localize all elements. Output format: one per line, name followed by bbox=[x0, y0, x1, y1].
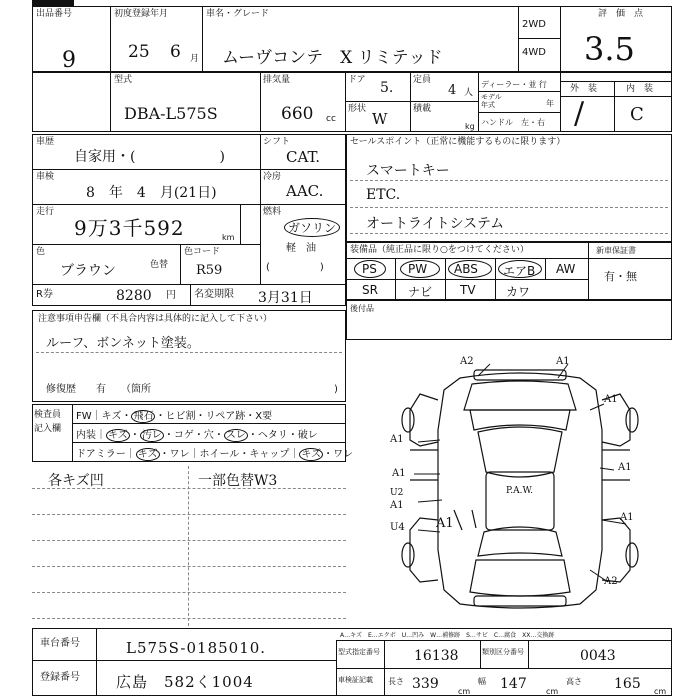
month-unit: 月 bbox=[190, 54, 200, 64]
inspector-row-3: ドアミラー｜ キズ ・ワレ｜ホイール・キャップ｜ キズ ・ワレ bbox=[76, 449, 354, 460]
equip-sr: SR bbox=[362, 283, 378, 297]
inspection-label: 車検 bbox=[36, 172, 55, 182]
book-label: 新車保証書 bbox=[596, 246, 636, 255]
mark-paw: P.A.W. bbox=[506, 486, 533, 496]
shape-label: 形状 bbox=[348, 104, 367, 114]
inspector-row-2: 内装｜ キズ ・ 汚レ ・コゲ・穴・ スレ ・ヘタリ・破レ bbox=[76, 430, 318, 441]
height-label: 高さ bbox=[566, 677, 582, 686]
retrofit-label: 後付品 bbox=[350, 304, 374, 313]
mark-a1-right-2: A1 bbox=[618, 462, 632, 473]
insp-int-dirt: 汚レ bbox=[141, 430, 162, 441]
dealer-label: ディーラー・並 行 bbox=[481, 80, 547, 89]
notes: ルーフ、ボンネット塗装。 bbox=[46, 336, 200, 351]
drive-4wd: 4WD bbox=[522, 47, 546, 58]
fuel: ガソリン bbox=[284, 218, 340, 237]
mark-a2-bottom: A2 bbox=[604, 576, 618, 587]
mark-a1-right-3: A1 bbox=[620, 512, 634, 523]
equip-abs-circle bbox=[448, 260, 492, 278]
width-label: 幅 bbox=[478, 677, 486, 686]
insp-int-sag: ヘタリ bbox=[257, 430, 288, 441]
sales-label: セールスポイント（正常に機能するものに限ります） bbox=[350, 137, 566, 147]
sales-item-3: オートライトシステム bbox=[366, 216, 505, 232]
recycle-label: R券 bbox=[36, 289, 53, 300]
plate: 広島 582く1004 bbox=[116, 673, 254, 691]
insp-cap: キャップ bbox=[249, 449, 290, 460]
comment-left: 各キズ凹 bbox=[48, 473, 104, 489]
insp-repair: リペア跡 bbox=[205, 411, 246, 422]
inspection: 8 年 4 月(21日) bbox=[86, 185, 217, 201]
shift: CAT. bbox=[286, 148, 321, 166]
score-label: 評 価 点 bbox=[598, 9, 644, 19]
insp-wheel-crack: ワレ bbox=[333, 449, 354, 460]
equip-airbag-circle bbox=[498, 260, 542, 278]
inspector-row-1: FW｜キズ・ 飛石 ・ヒビ割・リペア跡・X要 bbox=[76, 411, 273, 422]
inspector-label-1: 検査員 bbox=[34, 410, 62, 420]
insp-int-hole: 穴 bbox=[203, 430, 214, 441]
seats-label: 定員 bbox=[413, 75, 432, 85]
sales-item-1: スマートキー bbox=[366, 163, 450, 179]
legend: A…キズ E…エクボ U…凹み W…補修跡 S…サビ C…腐食 XX…交換跡 bbox=[340, 632, 555, 639]
length-unit: cm bbox=[458, 687, 471, 696]
equip-airbag: エアB bbox=[503, 264, 536, 278]
color: ブラウン bbox=[60, 263, 116, 279]
interior-label: 内 装 bbox=[626, 84, 654, 94]
shift-label: シフト bbox=[263, 137, 291, 147]
equip-ps: PS bbox=[362, 262, 377, 276]
repair-close: ) bbox=[334, 384, 338, 395]
displacement-label: 排気量 bbox=[263, 75, 291, 85]
mark-u4: U4 bbox=[390, 522, 405, 533]
insp-interior: 内装 bbox=[76, 430, 96, 441]
insp-wheel-scratch: キズ bbox=[301, 449, 322, 460]
drive-2wd: 2WD bbox=[522, 19, 546, 30]
doors-label: ドア bbox=[348, 75, 366, 85]
model-year-unit: 年 bbox=[546, 99, 554, 108]
history: 自家用・( ) bbox=[74, 149, 225, 165]
recycle: 8280 bbox=[116, 288, 152, 304]
mark-a1-left-4: A1 bbox=[436, 516, 454, 531]
insp-int-wear: スレ bbox=[225, 430, 246, 441]
seats: 4 bbox=[448, 83, 457, 98]
load-label: 積載 bbox=[413, 104, 432, 114]
name-change-label: 名変期限 bbox=[194, 289, 234, 300]
mark-u2: U2 bbox=[390, 488, 404, 498]
color-code: R59 bbox=[196, 263, 223, 278]
insp-fw: FW bbox=[76, 411, 92, 422]
model-label: 型式 bbox=[114, 75, 133, 85]
size-label: 車検証記載 bbox=[338, 676, 373, 684]
yen-unit: 円 bbox=[166, 290, 176, 301]
handle-label: ハンドル 左・右 bbox=[481, 118, 545, 127]
shape: W bbox=[372, 110, 388, 128]
equip-navi: ナビ bbox=[408, 285, 433, 299]
width: 147 bbox=[500, 676, 527, 692]
insp-int-scratch: キズ bbox=[108, 430, 128, 441]
mark-a1-left-3: A1 bbox=[390, 500, 404, 511]
name-change: 3月31日 bbox=[258, 290, 313, 306]
height-unit: cm bbox=[654, 687, 667, 696]
comment-lines bbox=[32, 466, 346, 626]
mark-a1-top: A1 bbox=[556, 356, 570, 367]
mark-a1-left-1: A1 bbox=[390, 434, 404, 445]
insp-mirror-scratch: キズ bbox=[137, 449, 158, 460]
color-change-label: 色替 bbox=[150, 260, 169, 270]
class-label: 類別区分番号 bbox=[482, 648, 524, 656]
exterior-label: 外 装 bbox=[570, 84, 598, 94]
height: 165 bbox=[614, 676, 641, 692]
name-label: 車名・グレード bbox=[206, 9, 270, 19]
comment-right: 一部色替W3 bbox=[198, 473, 278, 489]
mileage: 9万3千592 bbox=[74, 216, 185, 240]
cc-unit: cc bbox=[326, 114, 336, 124]
displacement: 660 bbox=[281, 104, 314, 124]
diesel-label: 軽 油 bbox=[286, 243, 316, 254]
length: 339 bbox=[412, 676, 439, 692]
insp-mirror-crack: ワレ bbox=[169, 449, 190, 460]
seats-unit: 人 bbox=[464, 88, 474, 98]
insp-int-tear: 破レ bbox=[297, 430, 318, 441]
length-label: 長さ bbox=[388, 677, 404, 686]
equip-leather: カワ bbox=[506, 285, 531, 299]
insp-wheel: ホイール bbox=[199, 449, 240, 460]
sales-item-2: ETC. bbox=[366, 187, 401, 203]
insp-chip: 飛石 bbox=[133, 411, 154, 422]
first-reg-year: 25 bbox=[128, 42, 150, 62]
model-year-label: モデル年式 bbox=[481, 93, 502, 109]
color-code-label: 色コード bbox=[184, 247, 221, 257]
first-reg-month: 6 bbox=[170, 42, 181, 62]
retrofit-block bbox=[346, 300, 672, 340]
book: 有・無 bbox=[604, 270, 637, 283]
equip-tv: TV bbox=[460, 283, 476, 297]
auction-label: 型式指定番号 bbox=[338, 648, 380, 656]
repair-label: 修復歴 有 （箇所 bbox=[46, 384, 151, 395]
first-reg-label: 初度登録年月 bbox=[114, 9, 169, 19]
exterior-grade: / bbox=[574, 96, 585, 131]
lot-no: 9 bbox=[62, 48, 76, 73]
class-no: 0043 bbox=[580, 648, 616, 664]
ac: AAC. bbox=[286, 182, 324, 200]
ac-label: 冷房 bbox=[263, 172, 282, 182]
plate-label: 登録番号 bbox=[40, 672, 80, 683]
kg-unit: kg bbox=[465, 122, 475, 131]
equip-aw: AW bbox=[556, 262, 576, 276]
equip-pw-circle bbox=[400, 260, 440, 278]
chassis-label: 車台番号 bbox=[40, 638, 80, 649]
equip-pw: PW bbox=[408, 262, 428, 276]
insp-x: X要 bbox=[255, 411, 273, 422]
insp-int-burn: コゲ bbox=[173, 430, 194, 441]
model: DBA-L575S bbox=[124, 104, 218, 123]
interior-grade: C bbox=[630, 104, 644, 125]
fuel-paren: ( ) bbox=[266, 262, 324, 273]
fuel-label: 燃料 bbox=[263, 207, 282, 217]
mark-a1-left-2: A1 bbox=[392, 468, 406, 479]
width-unit: cm bbox=[546, 687, 559, 696]
auction-no: 16138 bbox=[414, 648, 459, 664]
equip-ps-circle bbox=[354, 260, 386, 278]
equip-abs: ABS bbox=[454, 262, 478, 276]
score: 3.5 bbox=[584, 30, 635, 68]
km-unit: km bbox=[222, 233, 235, 242]
notes-label: 注意事項申告欄（不具合内容は具体的に記入して下さい） bbox=[38, 314, 273, 324]
insp-mirror: ドアミラー bbox=[76, 449, 126, 460]
insp-crack: ヒビ割 bbox=[165, 411, 196, 422]
chassis: L575S-0185010. bbox=[126, 639, 267, 657]
mileage-label: 走行 bbox=[36, 207, 55, 217]
lot-no-label: 出品番号 bbox=[36, 9, 73, 19]
car-name: ムーヴコンテ X リミテッド bbox=[222, 48, 443, 68]
color-label: 色 bbox=[36, 247, 46, 257]
history-label: 車歴 bbox=[36, 137, 55, 147]
mark-a1-right-1: A1 bbox=[604, 394, 618, 405]
doors: 5. bbox=[380, 80, 394, 96]
equipment-label: 装備品（純正品に限り○をつけてください） bbox=[350, 245, 529, 255]
inspector-label-2: 記入欄 bbox=[34, 424, 62, 434]
insp-scratch: キズ bbox=[101, 411, 122, 422]
mark-a2-top: A2 bbox=[460, 356, 474, 367]
